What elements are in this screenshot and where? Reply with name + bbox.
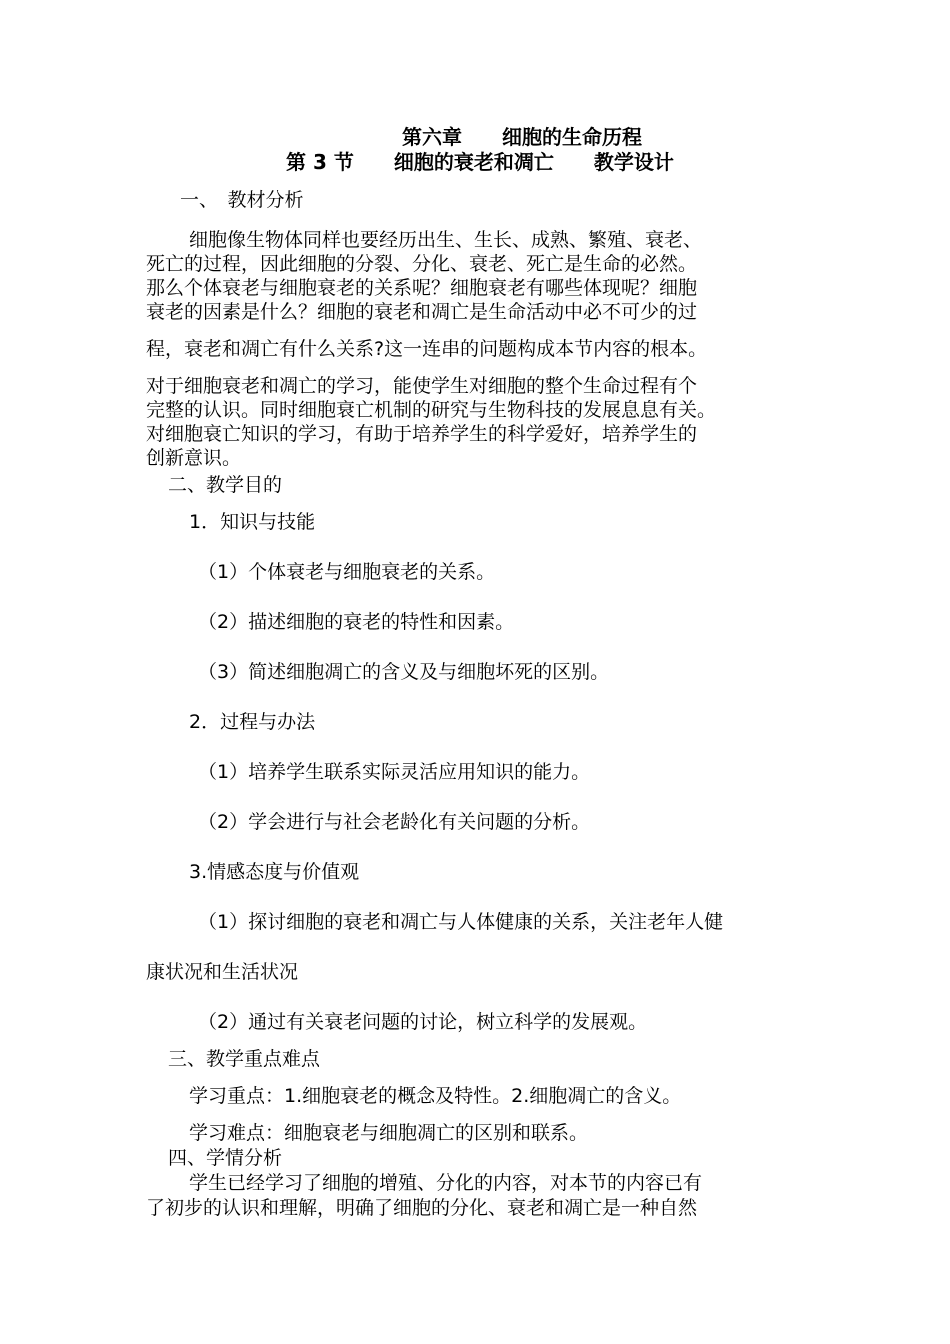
paragraph-line: 衰老的因素是什么？细胞的衰老和凋亡是生命活动中必不可少的过 [146, 301, 698, 323]
paragraph-line: 了初步的认识和理解，明确了细胞的分化、衰老和凋亡是一种自然 [146, 1197, 698, 1219]
subheading-attitudes-values: 3.情感态度与价值观 [189, 861, 360, 883]
list-item-continuation: 康状况和生活状况 [146, 961, 299, 983]
heading-learner-analysis: 四、学情分析 [168, 1147, 283, 1169]
heading-teaching-objectives: 二、教学目的 [168, 474, 283, 496]
list-item: （3）简述细胞凋亡的含义及与细胞坏死的区别。 [198, 661, 610, 683]
paragraph-line: 对细胞衰亡知识的学习，有助于培养学生的科学爱好，培养学生的 [146, 423, 698, 445]
paragraph-line: 死亡的过程，因此细胞的分裂、分化、衰老、死亡是生命的必然。 [146, 253, 698, 275]
list-item: （2）描述细胞的衰老的特性和因素。 [198, 611, 515, 633]
heading-key-difficult-points: 三、教学重点难点 [168, 1048, 321, 1070]
paragraph-line: 那么个体衰老与细胞衰老的关系呢？细胞衰老有哪些体现呢？细胞 [146, 277, 698, 299]
paragraph-line: 完整的认识。同时细胞衰亡机制的研究与生物科技的发展息息有关。 [146, 399, 717, 421]
section-title: 第 3 节 细胞的衰老和凋亡 教学设计 [286, 150, 674, 174]
subheading-knowledge-skills: 1．知识与技能 [189, 511, 316, 533]
list-item: （1）个体衰老与细胞衰老的关系。 [198, 561, 496, 583]
key-point: 学习重点：1.细胞衰老的概念及特性。2.细胞凋亡的含义。 [189, 1085, 682, 1107]
difficult-point: 学习难点：细胞衰老与细胞凋亡的区别和联系。 [189, 1122, 589, 1144]
heading-textbook-analysis: 一、 教材分析 [180, 189, 304, 211]
chapter-title: 第六章 细胞的生命历程 [402, 125, 642, 149]
subheading-process-methods: 2．过程与办法 [189, 711, 316, 733]
paragraph-line: 细胞像生物体同样也要经历出生、生长、成熟、繁殖、衰老、 [189, 229, 703, 251]
paragraph-line: 创新意识。 [146, 447, 242, 469]
paragraph-line: 程，衰老和凋亡有什么关系?这一连串的问题构成本节内容的根本。 [146, 338, 708, 360]
paragraph-line: 对于细胞衰老和凋亡的学习，能使学生对细胞的整个生命过程有个 [146, 375, 698, 397]
list-item: （1）探讨细胞的衰老和凋亡与人体健康的关系，关注老年人健 [198, 911, 724, 933]
paragraph-line: 学生已经学习了细胞的增殖、分化的内容，对本节的内容已有 [189, 1172, 703, 1194]
list-item: （2）学会进行与社会老龄化有关问题的分析。 [198, 811, 591, 833]
list-item: （1）培养学生联系实际灵活应用知识的能力。 [198, 761, 591, 783]
list-item: （2）通过有关衰老问题的讨论，树立科学的发展观。 [198, 1011, 648, 1033]
